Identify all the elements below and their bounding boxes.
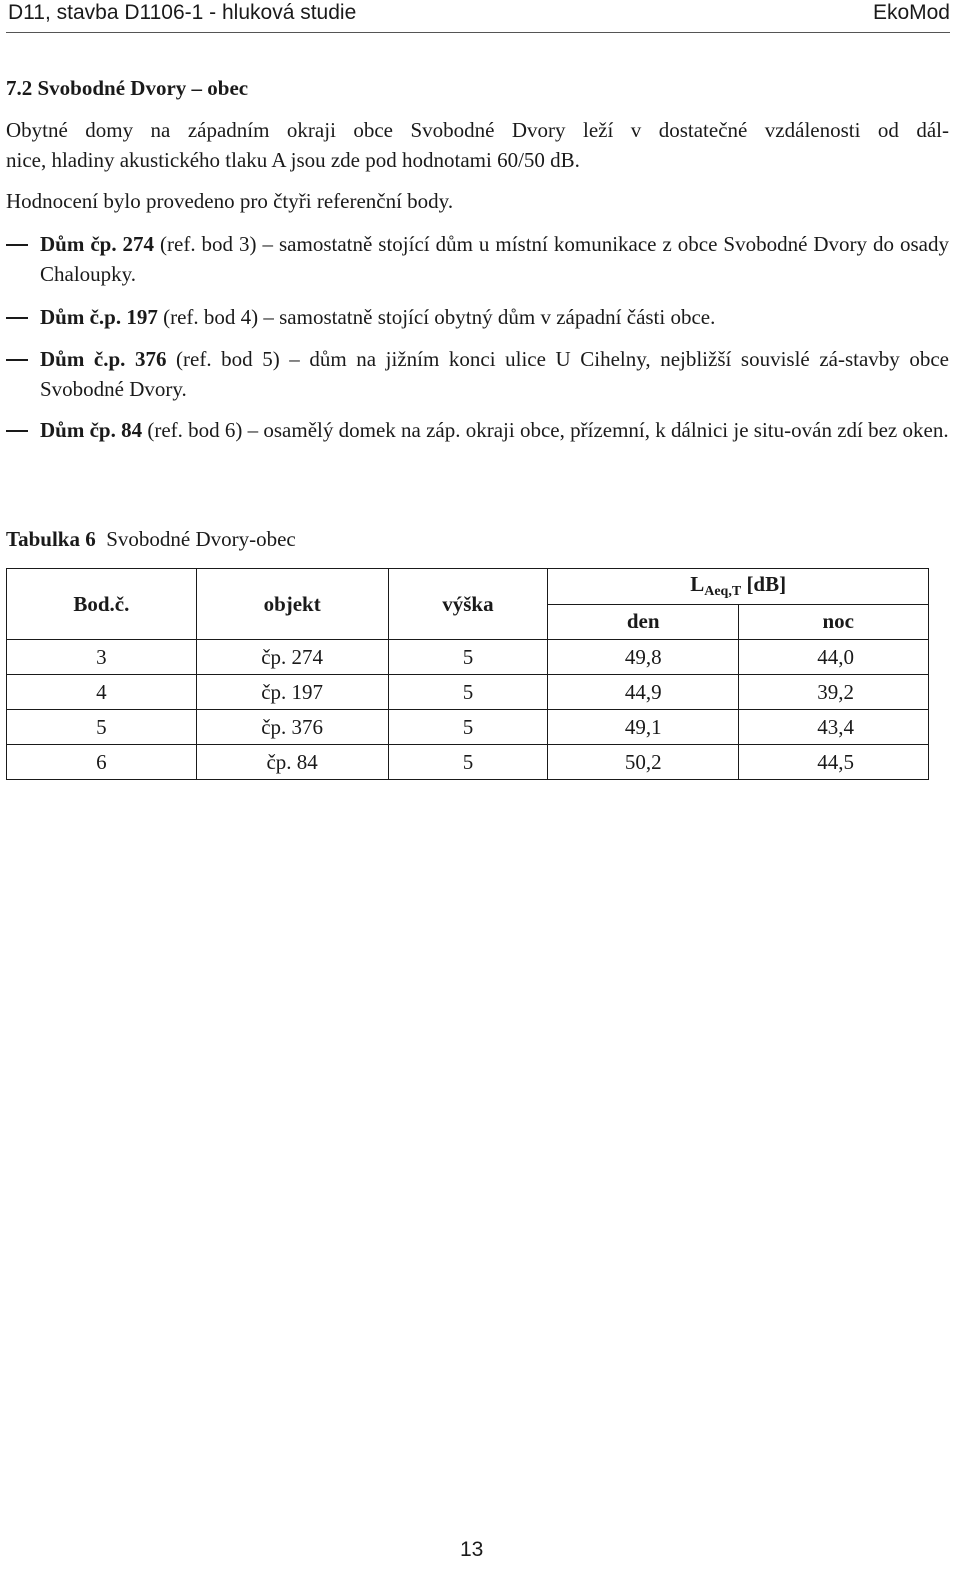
cell-objekt: čp. 274 xyxy=(196,640,388,675)
list-item-house: Dům č.p. 376 xyxy=(40,347,167,371)
list-item xyxy=(6,229,949,289)
cell-den: 49,1 xyxy=(548,710,739,745)
paragraph-evaluation: Hodnocení bylo provedeno pro čtyři referenční body. xyxy=(6,189,454,213)
cell-bod: 6 xyxy=(7,745,197,780)
list-item-house: Dům čp. 274 xyxy=(40,232,155,256)
cell-objekt: čp. 376 xyxy=(196,710,388,745)
page-header xyxy=(6,0,950,33)
table-caption xyxy=(6,527,296,552)
cell-bod: 5 xyxy=(7,710,197,745)
header-laeq-main: L xyxy=(690,572,705,597)
cell-noc: 39,2 xyxy=(739,675,929,710)
table-header-row xyxy=(7,569,929,605)
table-row xyxy=(7,675,929,710)
section-title: 7.2 Svobodné Dvory – obec xyxy=(6,76,249,100)
header-den: den xyxy=(548,604,739,640)
header-company: EkoMod xyxy=(872,1,950,24)
list-item-description: (ref. bod 5) – dům na jižním konci ulice U Cihelny, nejbližší souvislé zá-stavby obce Svobodné Dvory. xyxy=(40,347,949,401)
list-item-description: (ref. bod 3) – samostatně stojící dům u místní komunikace z obce Svobodné Dvory do osady Chaloupky. xyxy=(40,232,949,286)
noise-levels-table xyxy=(6,568,929,780)
header-vyska: výška xyxy=(388,569,548,640)
cell-bod: 4 xyxy=(7,675,197,710)
page-number: 13 xyxy=(460,1538,484,1561)
list-item xyxy=(6,344,949,404)
cell-den: 44,9 xyxy=(548,675,739,710)
list-item xyxy=(6,415,949,445)
table-caption-label: Tabulka 6 xyxy=(6,527,96,551)
list-item xyxy=(6,302,949,332)
header-noc: noc xyxy=(739,604,929,640)
cell-vyska: 5 xyxy=(388,710,548,745)
cell-objekt: čp. 197 xyxy=(196,675,388,710)
list-item-description: (ref. bod 4) – samostatně stojící obytný dům v západní části obce. xyxy=(157,305,716,329)
paragraph-intro xyxy=(6,115,949,175)
list-item-house: Dům čp. 84 xyxy=(40,418,143,442)
paragraph-intro-line-1: Obytné domy na západním okraji obce Svobodné Dvory leží v dostatečné vzdálenosti od dál- xyxy=(6,118,949,142)
table-row xyxy=(7,745,929,780)
cell-vyska: 5 xyxy=(388,640,548,675)
paragraph-intro-line-2: nice, hladiny akustického tlaku A jsou zde pod hodnotami 60/50 dB. xyxy=(6,148,580,172)
table-row xyxy=(7,640,929,675)
cell-den: 49,8 xyxy=(548,640,739,675)
header-laeq-unit: [dB] xyxy=(741,572,787,597)
header-title: D11, stavba D1106-1 - hluková studie xyxy=(8,1,357,24)
list-item-house: Dům č.p. 197 xyxy=(40,305,158,329)
table-row xyxy=(7,710,929,745)
cell-bod: 3 xyxy=(7,640,197,675)
cell-noc: 43,4 xyxy=(739,710,929,745)
header-laeq-sub: Aeq,T xyxy=(704,584,742,600)
cell-noc: 44,0 xyxy=(739,640,929,675)
list-item-description: (ref. bod 6) – osamělý domek na záp. okraji obce, přízemní, k dálnici je situ-ován zdí bez oken. xyxy=(142,418,949,442)
header-objekt: objekt xyxy=(196,569,388,640)
header-laeq xyxy=(548,569,929,605)
header-bod: Bod.č. xyxy=(7,569,197,640)
cell-vyska: 5 xyxy=(388,745,548,780)
cell-objekt: čp. 84 xyxy=(196,745,388,780)
cell-den: 50,2 xyxy=(548,745,739,780)
table-caption-title: Svobodné Dvory-obec xyxy=(95,527,296,551)
cell-noc: 44,5 xyxy=(739,745,929,780)
cell-vyska: 5 xyxy=(388,675,548,710)
